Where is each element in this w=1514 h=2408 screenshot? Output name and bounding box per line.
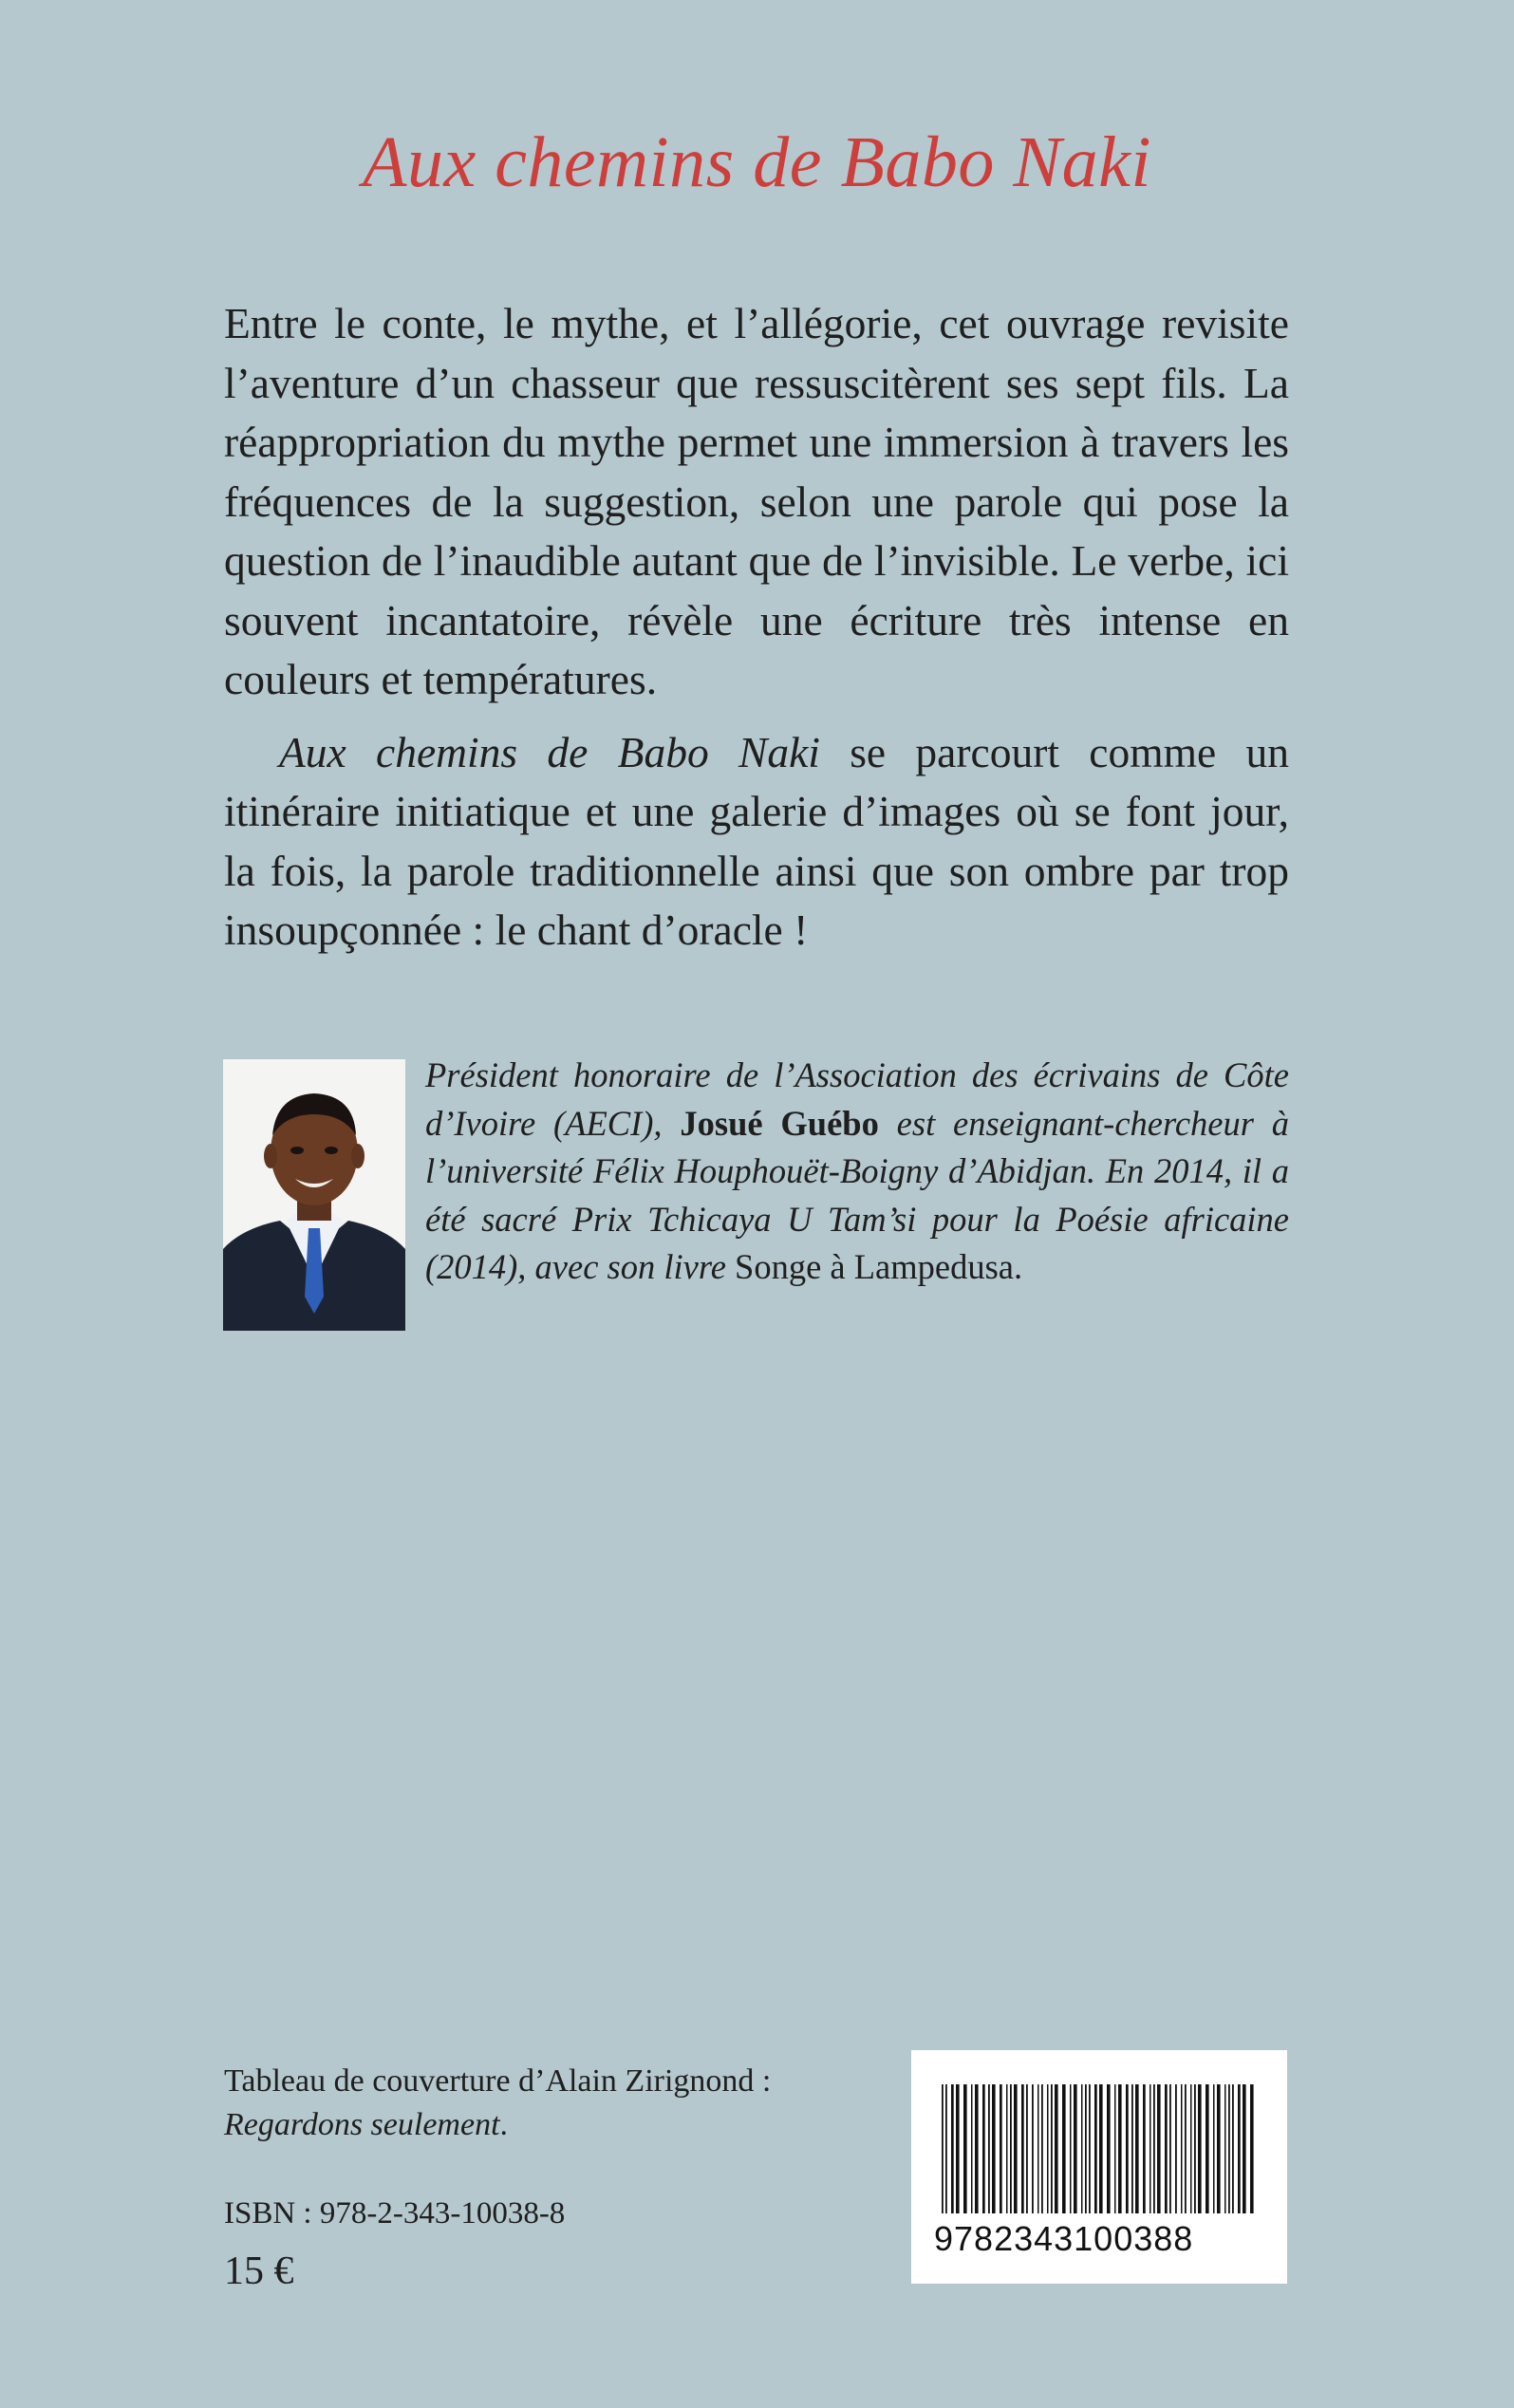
barcode-bar: [1026, 2084, 1028, 2213]
author-bio: [425, 1052, 1289, 1292]
barcode-bar: [1181, 2084, 1183, 2213]
barcode-bars: [938, 2084, 1261, 2225]
barcode-bar: [1213, 2084, 1215, 2213]
barcode-bar: [1224, 2084, 1226, 2213]
barcode-bar: [1051, 2084, 1053, 2213]
barcode-bar: [982, 2084, 985, 2213]
barcode-bar: [1021, 2084, 1024, 2213]
barcode-bar: [992, 2084, 996, 2213]
barcode-bar: [1118, 2084, 1122, 2213]
barcode-bar: [1041, 2084, 1043, 2213]
barcode-bar: [963, 2084, 967, 2213]
barcode-bar: [1185, 2084, 1187, 2213]
barcode-bar: [1006, 2084, 1008, 2213]
barcode-bar: [1153, 2084, 1155, 2213]
barcode-bar: [942, 2084, 944, 2213]
barcode: [911, 2050, 1287, 2284]
barcode-bar: [945, 2084, 947, 2213]
barcode-bar: [988, 2084, 990, 2213]
bio-part-2: est enseignant-chercheur à l’université Félix Houphouët-Boigny d’Abidjan. En 2014, il a été sacré Prix Tchicaya U Tam’si pour la Poésie africaine (2014), avec son livre: [425, 1103, 1289, 1286]
blurb-paragraph-2: [224, 723, 1289, 961]
barcode-bar: [1150, 2084, 1151, 2213]
barcode-bar: [1037, 2084, 1039, 2213]
barcode-bar: [971, 2084, 973, 2213]
barcode-bar: [1032, 2084, 1034, 2213]
barcode-bar: [1081, 2084, 1083, 2213]
barcode-bar: [951, 2084, 954, 2213]
isbn: ISBN : 978-2-343-10038-8: [224, 2196, 566, 2231]
barcode-bar: [1175, 2084, 1177, 2213]
barcode-bar: [1099, 2084, 1103, 2213]
barcode-bar: [1198, 2084, 1202, 2213]
barcode-bar: [1206, 2084, 1209, 2213]
barcode-bar: [1135, 2084, 1139, 2213]
barcode-bar: [1131, 2084, 1133, 2213]
barcode-bar: [1000, 2084, 1002, 2213]
barcode-bar: [1085, 2084, 1087, 2213]
barcode-bar: [1243, 2084, 1246, 2213]
barcode-bar: [1089, 2084, 1091, 2213]
barcode-bar: [1114, 2084, 1116, 2213]
blurb-title-ref: Aux chemins de Babo Naki: [279, 727, 820, 776]
barcode-bar: [1143, 2084, 1146, 2213]
barcode-bar: [1250, 2084, 1254, 2213]
cover-artwork-line: [224, 2103, 850, 2147]
book-reference: Songe à Lampedusa: [735, 1247, 1014, 1286]
barcode-digits: 9782343100388: [934, 2219, 1194, 2258]
blurb-paragraph-1: Entre le conte, le mythe, et l’allégorie, cet ouvrage revisite l’aventure d’un chasseur que ressuscitèrent ses sept fils. La réappropriation du mythe permet une immersion à travers les fréquences de la suggestion, selon une parole qui pose la question de l’inaudible autant que de l’invisible. Le verbe, ici souvent incantatoire, révèle une écriture très intense en couleurs et températures.: [224, 299, 1289, 703]
barcode-bar: [1062, 2084, 1066, 2213]
barcode-bar: [1047, 2084, 1049, 2213]
back-cover-blurb: [224, 294, 1289, 961]
cover-credit-line: Tableau de couverture d’Alain Zirignond :: [224, 2063, 772, 2099]
cover-artwork-title: Regardons seulement: [224, 2107, 500, 2142]
barcode-bar: [1217, 2084, 1221, 2213]
barcode-bar: [1228, 2084, 1230, 2213]
barcode-bar: [1126, 2084, 1129, 2213]
author-name: Josué Guébo: [680, 1103, 879, 1143]
barcode-bar: [1190, 2084, 1192, 2213]
barcode-bar: [1157, 2084, 1161, 2213]
cover-credit: [224, 2060, 850, 2147]
barcode-bar: [1194, 2084, 1196, 2213]
cover-artwork-end: .: [499, 2107, 509, 2142]
barcode-bar: [1055, 2084, 1058, 2213]
barcode-bar: [1107, 2084, 1111, 2213]
barcode-bar: [1169, 2084, 1171, 2213]
blurb-paragraph-2-text: se parcourt comme un itinéraire initiatique et une galerie d’images où se font jour, la fois, la parole traditionnelle ainsi que son ombre par trop insoupçonnée : le chant d’oracle !: [224, 727, 1289, 954]
barcode-bar: [975, 2084, 979, 2213]
barcode-bar: [956, 2084, 960, 2213]
bio-end: .: [1013, 1247, 1023, 1286]
price: 15 €: [224, 2249, 294, 2293]
barcode-bar: [1094, 2084, 1097, 2213]
barcode-bar: [1238, 2084, 1241, 2213]
barcode-bar: [1165, 2084, 1168, 2213]
barcode-bar: [1232, 2084, 1234, 2213]
author-photo: [223, 1059, 405, 1331]
bio-part-1: Président honoraire de l’Association des écrivains de Côte d’Ivoire (AECI),: [425, 1055, 1289, 1143]
barcode-bar: [1074, 2084, 1077, 2213]
book-title: Aux chemins de Babo Naki: [363, 122, 1151, 202]
barcode-bar: [1014, 2084, 1018, 2213]
barcode-bar: [1010, 2084, 1012, 2213]
barcode-bar: [1070, 2084, 1072, 2213]
